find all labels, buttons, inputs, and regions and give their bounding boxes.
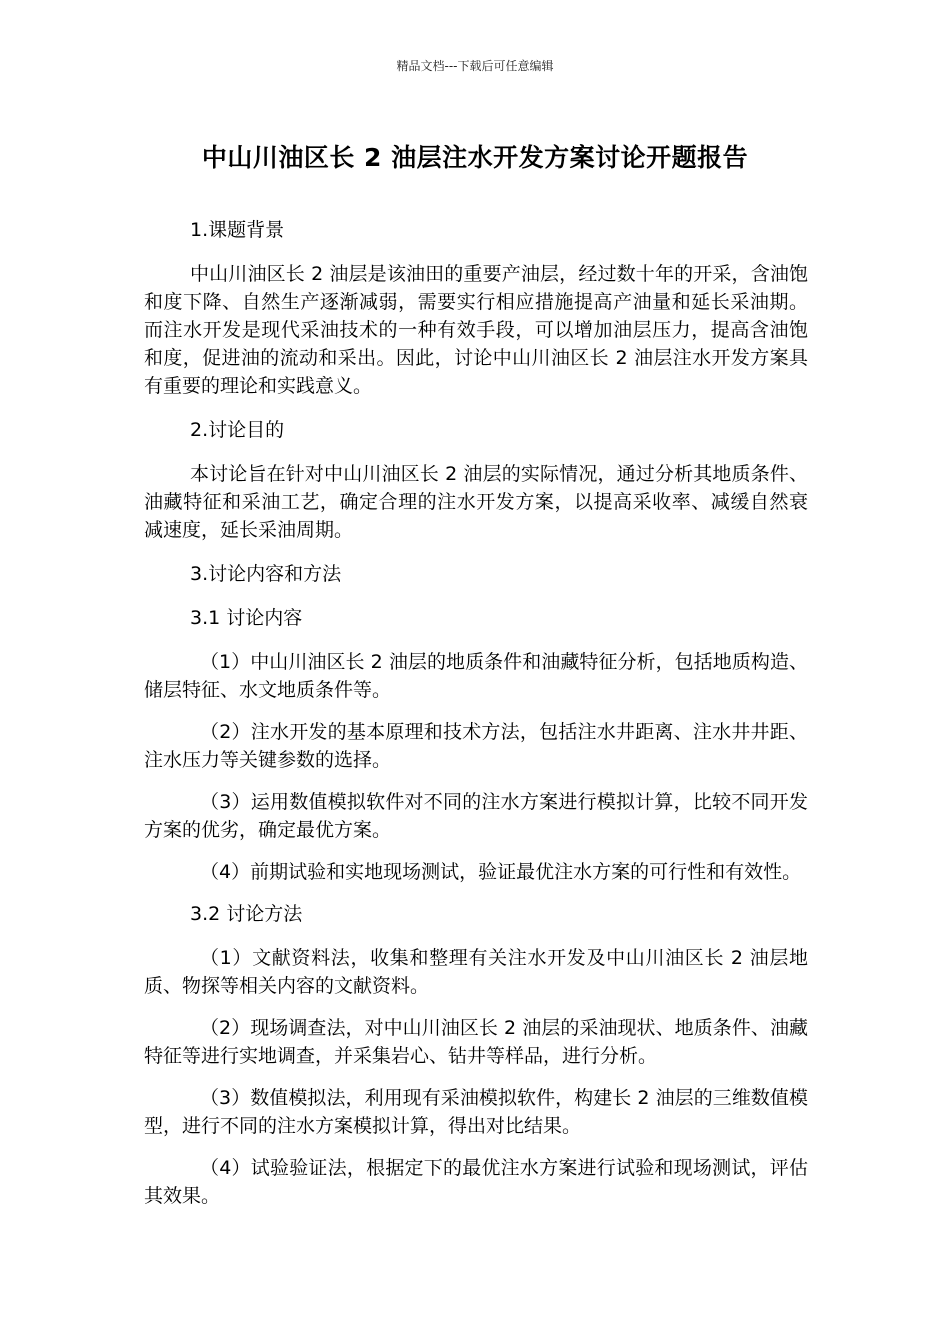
section-2-heading: 2.讨论目的 [190,419,285,441]
section-3-1-heading: 3.1 讨论内容 [190,607,303,629]
method-item: （2）现场调查法，对中山川油区长 2 油层的采油现状、地质条件、油藏特征等进行实地调查，并采集岩心、钻井等样品，进行分析。 [144,1017,808,1067]
method-item: （4）试验验证法，根据定下的最优注水方案进行试验和现场测试，评估其效果。 [144,1157,808,1207]
content-item: （2）注水开发的基本原理和技术方法，包括注水井距离、注水井井距、注水压力等关键参数的选择。 [144,721,808,771]
method-item: （3）数值模拟法，利用现有采油模拟软件，构建长 2 油层的三维数值模型，进行不同的注水方案模拟计算，得出对比结果。 [144,1087,808,1137]
method-item: （1）文献资料法，收集和整理有关注水开发及中山川油区长 2 油层地质、物探等相关内容的文献资料。 [144,947,808,997]
document-title: 中山川油区长 2 油层注水开发方案讨论开题报告 [201,143,749,172]
section-1-paragraph: 中山川油区长 2 油层是该油田的重要产油层，经过数十年的开采，含油饱和度下降、自然生产逐渐减弱，需要实行相应措施提高产油量和延长采油期。而注水开发是现代采油技术的一种有效手段，可以增加油层压力，提高含油饱和度，促进油的流动和采出。因此，讨论中山川油区长 2 油层注水开发方案具有重要的理论和实践意义。 [144,263,808,397]
content-item: （4）前期试验和实地现场测试，验证最优注水方案的可行性和有效性。 [200,861,802,883]
section-3-heading: 3.讨论内容和方法 [190,563,342,585]
content-item: （3）运用数值模拟软件对不同的注水方案进行模拟计算，比较不同开发方案的优劣，确定最优方案。 [144,791,808,841]
content-item: （1）中山川油区长 2 油层的地质条件和油藏特征分析，包括地质构造、储层特征、水文地质条件等。 [144,651,808,701]
section-2-paragraph: 本讨论旨在针对中山川油区长 2 油层的实际情况，通过分析其地质条件、油藏特征和采油工艺，确定合理的注水开发方案，以提高采收率、减缓自然衰减速度，延长采油周期。 [144,463,808,541]
page-header: 精品文档---下载后可任意编辑 [396,59,554,73]
section-3-2-heading: 3.2 讨论方法 [190,903,303,925]
section-1-heading: 1.课题背景 [190,219,285,241]
document-body [144,216,808,1224]
